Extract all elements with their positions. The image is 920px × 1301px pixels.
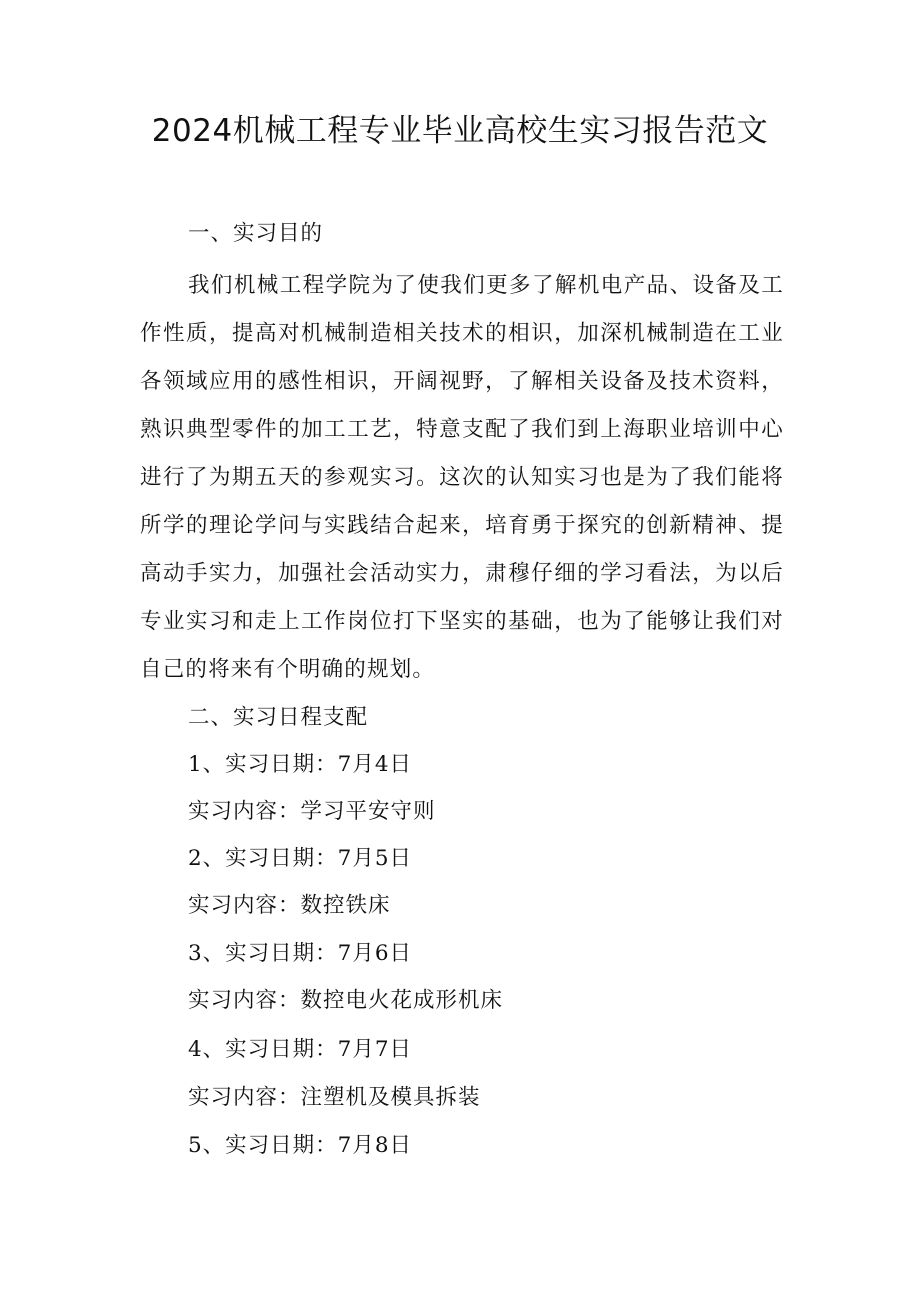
document-title: 2024机械工程专业毕业高校生实习报告范文	[151, 113, 769, 149]
section-heading-schedule: 二、实习日程支配	[188, 705, 369, 730]
purpose-paragraph: 我们机械工程学院为了使我们更多了解机电产品、设备及工作性质，提高对机械制造相关技术的相识，加深机械制造在工业各领域应用的感性相识，开阔视野，了解相关设备及技术资料，熟识典型零件的加工工艺，特意支配了我们到上海职业培训中心进行了为期五天的参观实习。这次的认知实习也是为了我们能将所学的理论学问与实践结合起来，培育勇于探究的创新精神、提高动手实力，加强社会活动实力，肃穆仔细的学习看法，为以后专业实习和走上工作岗位打下坚实的基础，也为了能够让我们对自己的将来有个明确的规划。	[140, 273, 784, 682]
schedule-content-2: 实习内容：数控铁床	[188, 893, 391, 918]
schedule-date-4: 4、实习日期：7月7日	[188, 1037, 413, 1062]
schedule-content-3: 实习内容：数控电火花成形机床	[188, 988, 504, 1013]
schedule-date-1: 1、实习日期：7月4日	[188, 752, 413, 777]
schedule-content-1: 实习内容：学习平安守则	[188, 799, 436, 824]
schedule-date-3: 3、实习日期：7月6日	[188, 941, 413, 966]
schedule-date-5: 5、实习日期：7月8日	[188, 1133, 413, 1158]
section-heading-purpose: 一、实习目的	[188, 221, 324, 246]
schedule-content-4: 实习内容：注塑机及模具拆装	[188, 1085, 481, 1110]
schedule-date-2: 2、实习日期：7月5日	[188, 846, 413, 871]
